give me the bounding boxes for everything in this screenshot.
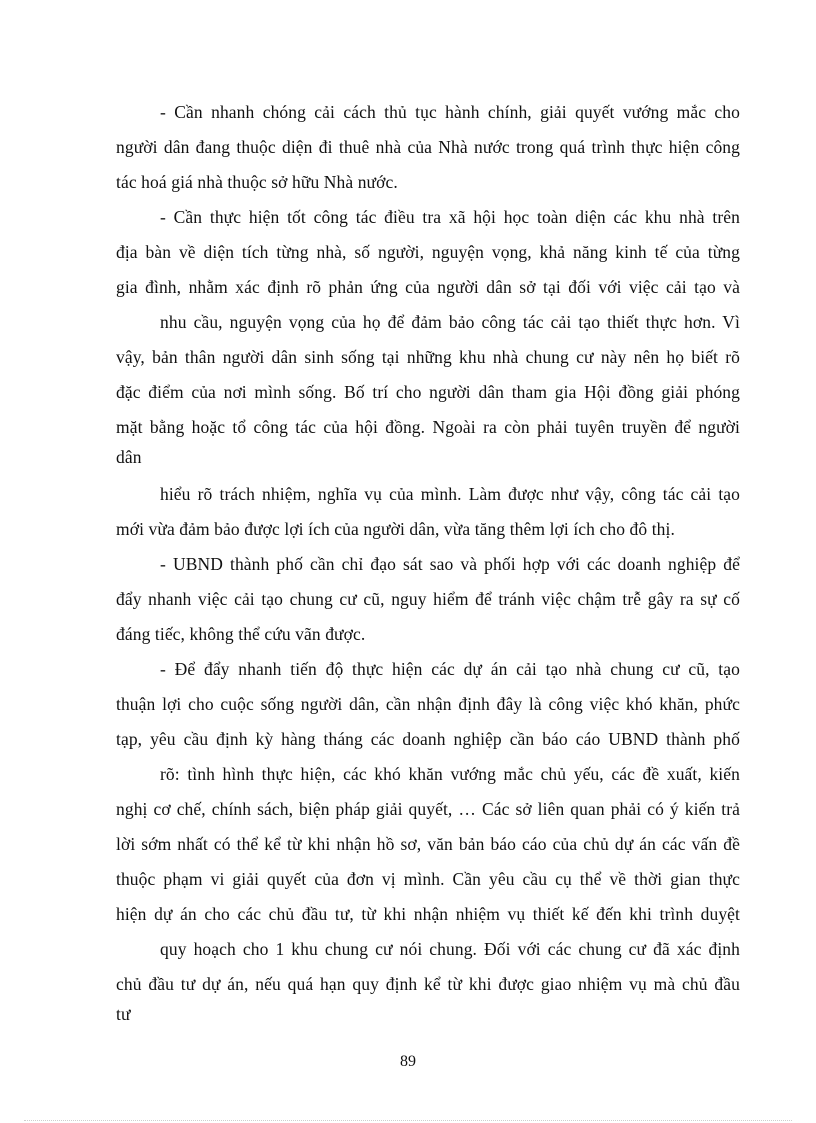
text-line: hiện dự án cho các chủ đầu tư, từ khi nhận nhiệm vụ thiết kế đến khi trình duyệt — [116, 904, 740, 924]
text-line: dân — [116, 447, 142, 467]
text-line: tác hoá giá nhà thuộc sở hữu Nhà nước. — [116, 172, 398, 192]
text-line: hiểu rõ trách nhiệm, nghĩa vụ của mình. Làm được như vậy, công tác cải tạo — [160, 484, 740, 504]
text-line: người dân đang thuộc diện đi thuê nhà của Nhà nước trong quá trình thực hiện công — [116, 137, 740, 157]
text-line: đẩy nhanh việc cải tạo chung cư cũ, nguy hiểm để tránh việc chậm trễ gây ra sự cố — [116, 589, 740, 609]
text-line: lời sớm nhất có thể kể từ khi nhận hồ sơ, văn bản báo cáo của chủ dự án các vấn đề — [116, 834, 740, 854]
text-line: gia đình, nhằm xác định rõ phản ứng của người dân sở tại đối với việc cải tạo và — [116, 277, 740, 297]
text-line: vậy, bản thân người dân sinh sống tại những khu nhà chung cư này nên họ biết rõ — [116, 347, 740, 367]
text-line: thuộc phạm vi giải quyết của đơn vị mình. Cần yêu cầu cụ thể về thời gian thực — [116, 869, 740, 889]
text-line: tạp, yêu cầu định kỳ hàng tháng các doanh nghiệp cần báo cáo UBND thành phố — [116, 729, 740, 749]
text-line: nghị cơ chế, chính sách, biện pháp giải quyết, … Các sở liên quan phải có ý kiến trả — [116, 799, 740, 819]
text-line: tư — [116, 1004, 131, 1024]
text-line: - UBND thành phố cần chỉ đạo sát sao và phối hợp với các doanh nghiệp để — [160, 554, 740, 574]
footer-divider — [24, 1120, 792, 1121]
text-line: chủ đầu tư dự án, nếu quá hạn quy định kể từ khi được giao nhiệm vụ mà chủ đầu — [116, 974, 740, 994]
text-line: rõ: tình hình thực hiện, các khó khăn vướng mắc chủ yếu, các đề xuất, kiến — [160, 764, 740, 784]
text-line: mới vừa đảm bảo được lợi ích của người dân, vừa tăng thêm lợi ích cho đô thị. — [116, 519, 675, 539]
text-line: đáng tiếc, không thể cứu vãn được. — [116, 624, 366, 644]
text-line: nhu cầu, nguyện vọng của họ để đảm bảo công tác cải tạo thiết thực hơn. Vì — [160, 312, 740, 332]
page-number: 89 — [400, 1053, 416, 1070]
text-line: - Để đẩy nhanh tiến độ thực hiện các dự án cải tạo nhà chung cư cũ, tạo — [160, 659, 740, 679]
text-line: quy hoạch cho 1 khu chung cư nói chung. Đối với các chung cư đã xác định — [160, 939, 740, 959]
text-line: - Cần nhanh chóng cải cách thủ tục hành chính, giải quyết vướng mắc cho — [160, 102, 740, 122]
text-line: - Cần thực hiện tốt công tác điều tra xã hội học toàn diện các khu nhà trên — [160, 207, 740, 227]
text-line: mặt bằng hoặc tổ công tác của hội đồng. Ngoài ra còn phải tuyên truyền để người — [116, 417, 740, 437]
text-line: đặc điểm của nơi mình sống. Bố trí cho người dân tham gia Hội đồng giải phóng — [116, 382, 740, 402]
text-line: địa bàn về diện tích từng nhà, số người, nguyện vọng, khả năng kinh tế của từng — [116, 242, 740, 262]
text-line: thuận lợi cho cuộc sống người dân, cần nhận định đây là công việc khó khăn, phức — [116, 694, 740, 714]
